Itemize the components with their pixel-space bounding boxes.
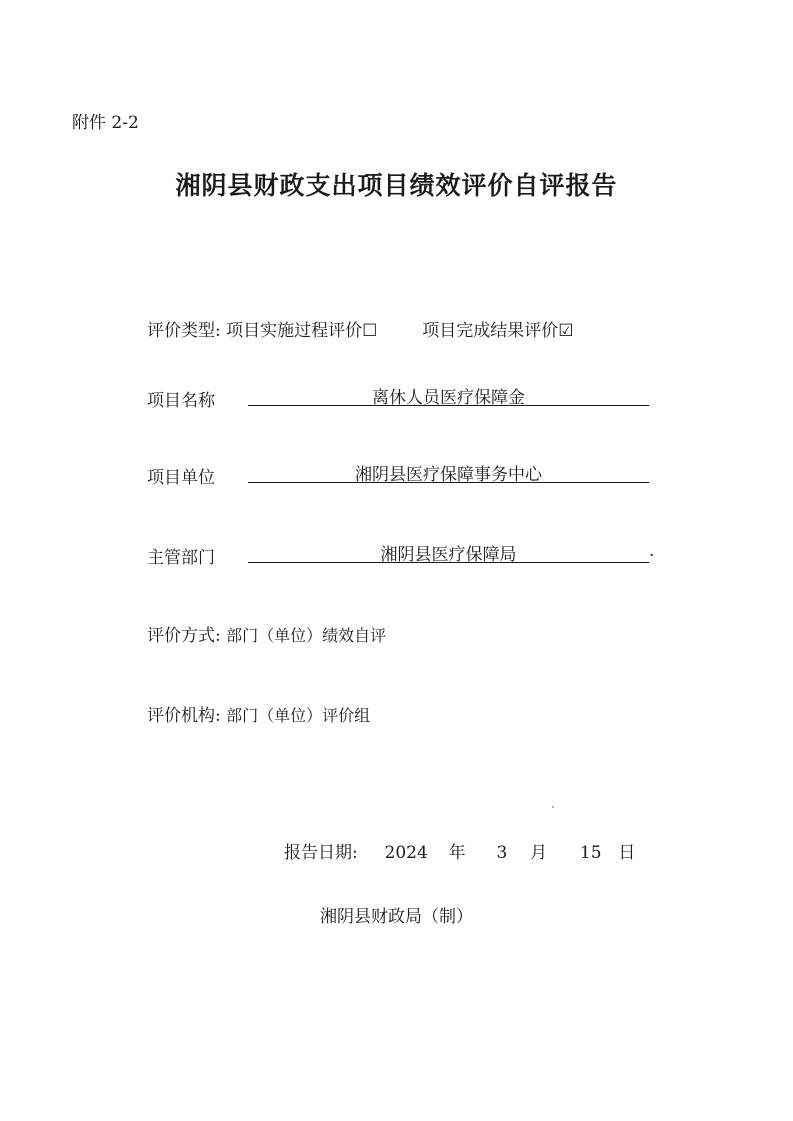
agency-value: 部门（单位）评价组 xyxy=(226,706,371,725)
report-day-unit: 日 xyxy=(618,843,636,863)
report-month: 3 xyxy=(496,843,508,863)
project-name-field: 离休人员医疗保障金 xyxy=(248,383,649,406)
attachment-label: 附件 2-2 xyxy=(72,113,139,133)
option-result-evaluation[interactable]: 项目完成结果评价☑ xyxy=(422,321,574,341)
report-year-unit: 年 xyxy=(448,843,466,863)
department-label: 主管部门 xyxy=(147,548,215,568)
evaluation-type-label: 评价类型: xyxy=(147,321,221,341)
department-trailing-dot: . xyxy=(649,541,655,561)
method-label: 评价方式: xyxy=(147,626,221,646)
report-day: 15 xyxy=(579,843,602,863)
scan-speck xyxy=(552,806,554,808)
option-process-evaluation[interactable]: 项目实施过程评价☐ xyxy=(226,321,378,341)
report-date-label: 报告日期: xyxy=(284,843,358,863)
report-date xyxy=(284,838,635,863)
project-unit-field: 湘阴县医疗保障事务中心 xyxy=(248,460,649,483)
department-field: 湘阴县医疗保障局 xyxy=(248,540,649,563)
evaluation-type-row xyxy=(147,316,573,341)
project-unit-label: 项目单位 xyxy=(147,468,215,488)
page-title: 湘阴县财政支出项目绩效评价自评报告 xyxy=(175,171,618,200)
project-name-label: 项目名称 xyxy=(147,391,215,411)
report-year: 2024 xyxy=(384,843,428,863)
method-value: 部门（单位）绩效自评 xyxy=(226,626,387,645)
agency-label: 评价机构: xyxy=(147,706,221,726)
issuer-footer: 湘阴县财政局（制） xyxy=(320,907,473,927)
method-row xyxy=(147,621,386,646)
report-month-unit: 月 xyxy=(530,843,548,863)
agency-row xyxy=(147,701,370,726)
